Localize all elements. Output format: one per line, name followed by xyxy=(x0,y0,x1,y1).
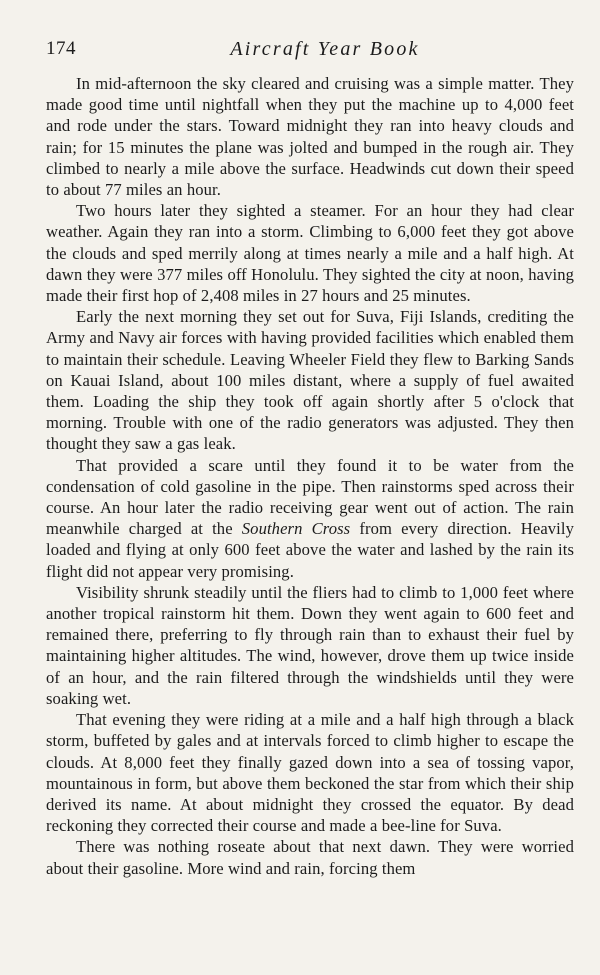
paragraph-3: Early the next morning they set out for Suva, Fiji Islands, crediting the Army and Navy air forces with having provided facilities which enabled them to maintain their schedule. Leaving Wheeler Field they flew to Barking Sands on Kauai Island, about 100 miles distant, where a supply of fuel awaited them. Loading the ship they took off again shortly after 5 o'clock that morning. Trouble with one of the radio generators was adjusted. They then thought they saw a gas leak. xyxy=(46,307,574,454)
body-text xyxy=(46,73,574,879)
paragraph-4-text-before: That provided a scare until they found it to be water from the condensation of cold gasoline in the pipe. Then rainstorms sped across their course. An hour later the radio receiving gear went out of action. The rain meanwhile charged at the xyxy=(46,455,574,539)
paragraph-4 xyxy=(46,455,574,582)
paragraph-4-text-after: from every direction. Heavily loaded and flying at only 600 feet above the water and lashed by the rain its flight did not appear very promising. xyxy=(46,519,575,581)
ship-name: Southern Cross xyxy=(241,519,351,539)
running-head xyxy=(46,38,574,68)
page-number: 174 xyxy=(46,38,76,59)
paragraph-5: Visibility shrunk steadily until the fliers had to climb to 1,000 feet where another tropical rainstorm hit them. Down they went again to 600 feet and remained there, preferring to fly through rain than to exhaust their fuel by maintaining higher altitudes. The wind, however, drove them up twice inside of an hour, and the rain filtered through the windshields until they were soaking wet. xyxy=(46,582,574,708)
paragraph-6: That evening they were riding at a mile and a half high through a black storm, buffeted by gales and at intervals forced to climb higher to escape the clouds. At 8,000 feet they finally gazed down into a sea of tossing vapor, mountainous in form, but above them beckoned the star from which their ship derived its name. At about midnight they crossed the equator. By dead reckoning they corrected their course and made a bee-line for Suva. xyxy=(46,710,574,836)
book-title: Aircraft Year Book xyxy=(230,38,420,60)
paragraph-1: In mid-afternoon the sky cleared and cruising was a simple matter. They made good time until nightfall when they put the machine up to 4,000 feet and rode under the stars. Toward midnight they ran into heavy clouds and rain; for 15 minutes the plane was jolted and bumped in the rough air. They climbed to nearly a mile above the surface. Headwinds cut down their speed to about 77 miles an hour. xyxy=(46,74,574,200)
paragraph-7: There was nothing roseate about that next dawn. They were worried about their gasoline. More wind and rain, forcing them xyxy=(46,837,574,878)
paragraph-2: Two hours later they sighted a steamer. For an hour they had clear weather. Again they ran into a storm. Climbing to 6,000 feet they got above the clouds and sped merrily along at times nearly a mile and a half high. At dawn they were 377 miles off Honolulu. They sighted the city at noon, having made their first hop of 2,408 miles in 27 hours and 25 minutes. xyxy=(46,201,574,306)
